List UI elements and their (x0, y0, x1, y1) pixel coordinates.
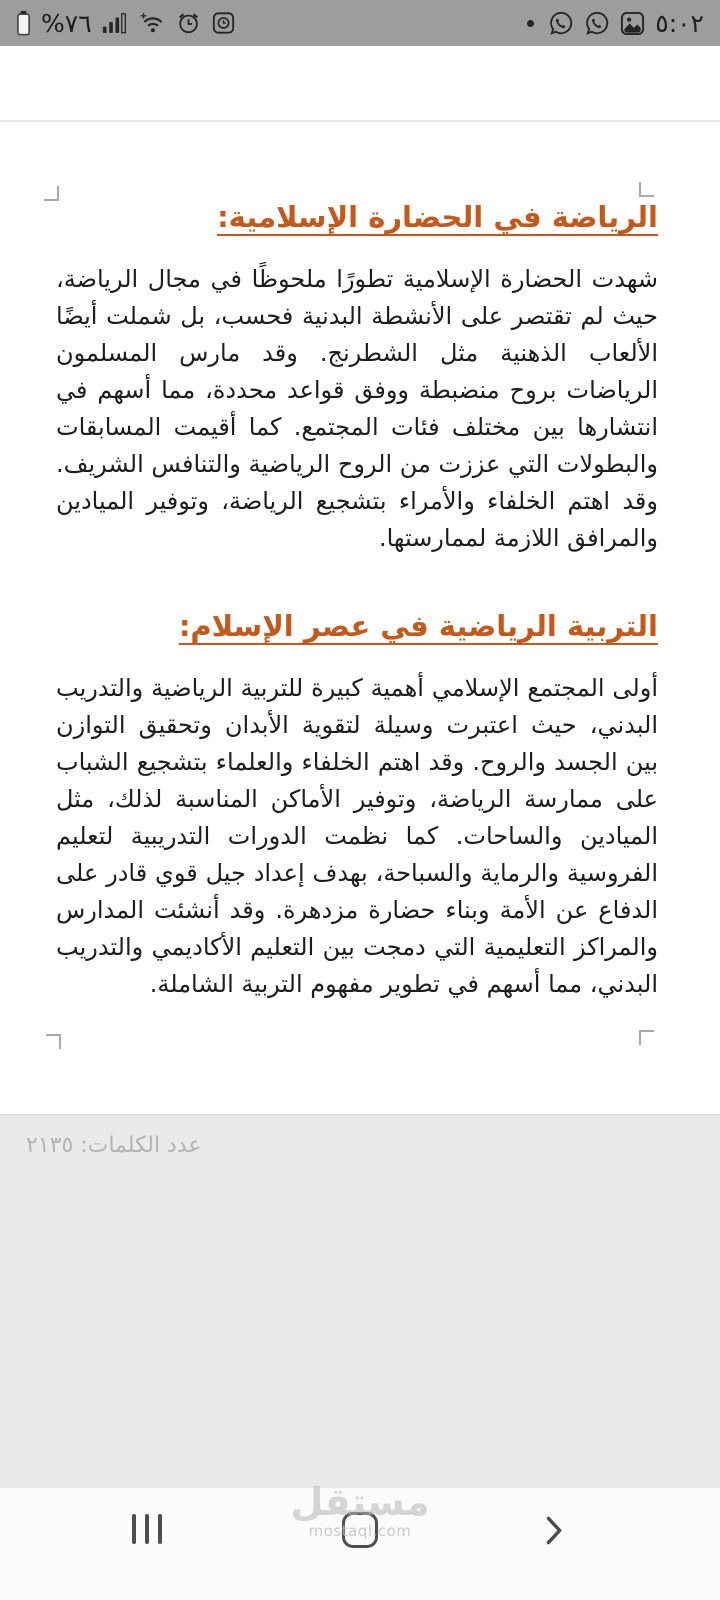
notification-dot (527, 20, 534, 27)
editor-footer-area (0, 1114, 720, 1488)
whatsapp-icon (548, 10, 574, 36)
signal-strength-icon (102, 12, 129, 34)
alarm-icon (176, 11, 201, 35)
gallery-icon (620, 11, 645, 36)
wifi-icon (139, 12, 166, 34)
back-icon (545, 1514, 564, 1547)
word-count-label: عدد الكلمات: ٢١٣٥ (26, 1133, 202, 1158)
margin-mark-bottom-right (639, 1030, 654, 1045)
battery-percent: %٧٦ (41, 8, 92, 38)
doc-heading-physical-education-islamic-era[interactable]: التربية الرياضية في عصر الإسلام: (178, 609, 658, 644)
doc-paragraph-sports-in-islamic-civilization[interactable]: شهدت الحضارة الإسلامية تطورًا ملحوظًا في مجال الرياضة، حيث لم تقتصر على الأنشطة البدنية فحسب، بل شملت أيضًا الألعاب الذهنية مثل الشطرنج. وقد مارس المسلمون الرياضات بروح منضبطة ووفق قواعد محددة، مما أسهم في انتشارها بين مختلف فئات المجتمع. كما أقيمت المسابقات والبطولات التي عززت من الروح الرياضية والتنافس الشريف. وقد اهتم الخلفاء والأمراء بتشجيع الرياضة، وتوفير الميادين والمرافق اللازمة لممارستها. (56, 265, 658, 553)
recents-button[interactable] (132, 1512, 162, 1546)
doc-paragraph-physical-education-islamic-era[interactable]: أولى المجتمع الإسلامي أهمية كبيرة للتربية الرياضية والتدريب البدني، حيث اعتبرت وسيلة لتقوية الأبدان وتحقيق التوازن بين الجسد والروح. وقد اهتم الخلفاء والعلماء بتشجيع الشباب على ممارسة الرياضة، وتوفير الأماكن المناسبة لذلك، مثل الميادين والساحات. كما نظمت الدورات التدريبية لتعليم الفروسية والرماية والسباحة، بهدف إعداد جيل قوي قادر على الدفاع عن الأمة وبناء حضارة مزدهرة. وقد أنشئت المدارس والمراكز التعليمية التي دمجت بين التعليم الأكاديمي والتدريب البدني، مما أسهم في تطوير مفهوم التربية الشاملة. (56, 674, 658, 999)
doc-heading-sports-in-islamic-civilization[interactable]: الرياضة في الحضارة الإسلامية: (217, 200, 658, 234)
whatsapp-icon (584, 10, 610, 36)
recents-icon (132, 1514, 136, 1544)
recents-icon (158, 1514, 162, 1544)
status-bar-clock: ٥:٠٢ (655, 8, 704, 38)
margin-mark-bottom-left (46, 1034, 61, 1049)
reminder-icon (211, 11, 236, 35)
home-button[interactable] (342, 1512, 378, 1548)
status-bar (0, 0, 720, 46)
home-icon (342, 1512, 378, 1548)
status-bar-left (16, 10, 236, 36)
margin-mark-top-right (639, 182, 654, 197)
document-page[interactable] (0, 46, 720, 1114)
document-content[interactable] (0, 198, 720, 1003)
battery-icon (16, 10, 31, 36)
mostaql-watermark-url: mostaql.com (308, 1521, 412, 1540)
page-top-divider (0, 120, 720, 122)
recents-icon (145, 1514, 149, 1544)
mostaql-watermark-title: مستقل (290, 1480, 430, 1524)
back-button[interactable] (545, 1512, 564, 1548)
status-bar-right (527, 10, 704, 36)
android-navigation-bar (0, 1488, 720, 1600)
